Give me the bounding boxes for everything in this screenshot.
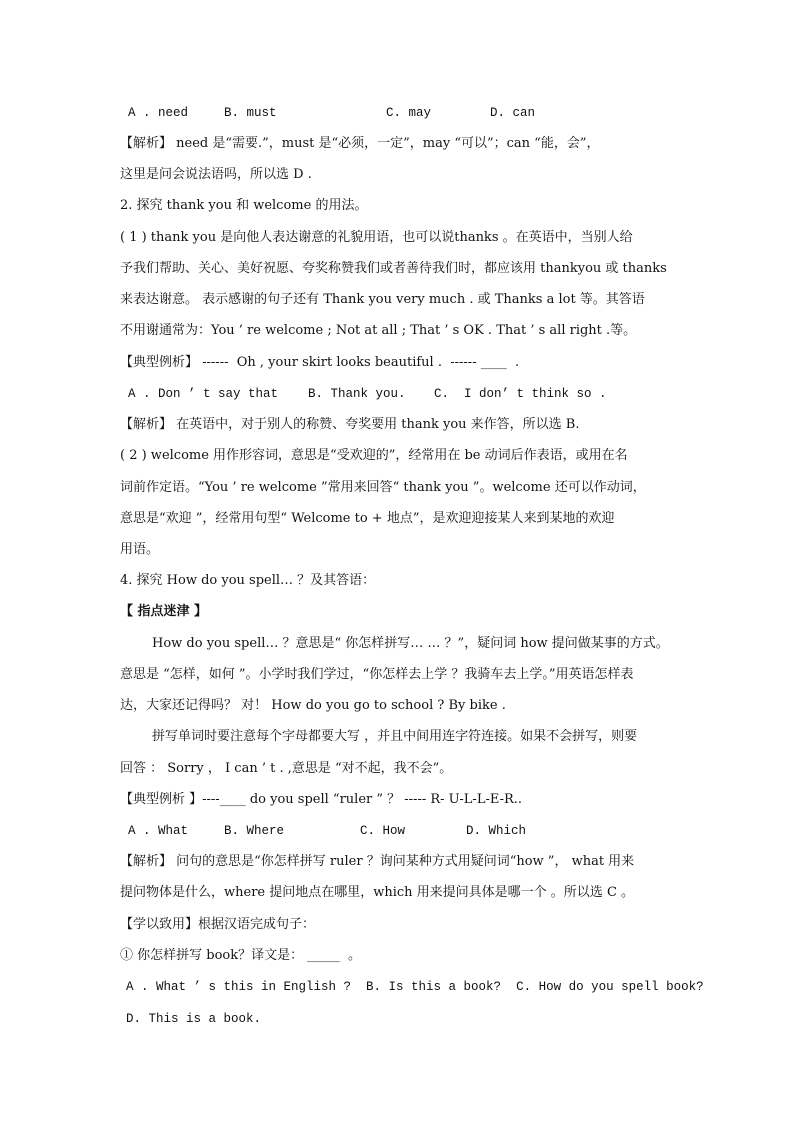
paragraph-welcome-4: 用语。: [120, 542, 160, 557]
q2-option-a: A . Don ’ t say that: [128, 387, 279, 401]
q2-option-b: B. Thank you.: [308, 387, 406, 401]
paragraph-spell-2: 意思是 “怎样，如何 ”。小学时我们学过，“你怎样去上学 ？我骑车去上学。”用英语怎样表: [120, 667, 634, 682]
q3-option-b: B. Where: [224, 824, 285, 838]
paragraph-welcome-2: 词前作定语。“You ’ re welcome ”常用来回答“ thank you ”。welcome 还可以作动词，: [120, 480, 646, 495]
paragraph-thank-you-3: 来表达谢意。 表示感谢的句子还有 Thank you very much . 或 Thanks a lot 等。其答语: [120, 292, 645, 307]
practice-q1-stem: ① 你怎样拼写 book？译文是： _____ 。: [120, 948, 362, 963]
example-q3-stem: 【典型例析 】----____ do you spell “ruler ” ？ ----- R- U-L-L-E-R..: [120, 792, 523, 807]
paragraph-spell-1: How do you spell… ？意思是“ 你怎样拼写… … ？”，疑问词 how 提问做某事的方式。: [152, 636, 669, 651]
paragraph-thank-you-2: 予我们帮助、关心、美好祝愿、夸奖称赞我们或者善待我们时，都应该用 thankyou 或 thanks: [120, 261, 667, 276]
tips-heading: 【 指点迷津 】: [120, 604, 208, 619]
analysis-q1-line1: 【解析】 need 是“需要.”，must 是“必须，一定”，may “可以”；can “能，会”，: [120, 136, 600, 151]
paragraph-thank-you-1: ( 1 ) thank you 是向他人表达谢意的礼貌用语，也可以说thanks 。在英语中，当别人给: [120, 230, 633, 245]
practice-heading: 【学以致用】根据汉语完成句子：: [120, 917, 316, 932]
analysis-q1-line2: 这里是问会说法语吗，所以选 D .: [120, 167, 312, 182]
q1-option-c: C. may: [386, 106, 432, 120]
paragraph-spell-5: 回答 ： Sorry ， I can ’ t . ,意思是 “对不起，我不会”。: [120, 761, 453, 776]
q3-option-c: C. How: [360, 824, 406, 838]
paragraph-welcome-1: ( 2 ) welcome 用作形容词，意思是“受欢迎的”，经常用在 be 动词后作表语，或用在名: [120, 448, 628, 463]
paragraph-thank-you-4: 不用谢通常为：You ’ re welcome ; Not at all ; That ’ s OK . That ’ s all right .等。: [120, 323, 637, 338]
analysis-q2: 【解析】 在英语中，对于别人的称赞、夸奖要用 thank you 来作答，所以选 B.: [120, 417, 580, 432]
analysis-q3-line2: 提问物体是什么，where 提问地点在哪里，which 用来提问具体是哪一个 。所以选 C 。: [120, 885, 635, 900]
section-2-heading: 2. 探究 thank you 和 welcome 的用法。: [120, 198, 368, 213]
q1-option-d: D. can: [490, 106, 536, 120]
q2-option-c: C. I don’ t think so .: [434, 387, 607, 401]
q3-option-d: D. Which: [466, 824, 527, 838]
q1-option-a: A . need: [128, 106, 189, 120]
paragraph-welcome-3: 意思是“欢迎 ”，经常用句型“ Welcome to + 地点”，是欢迎迎接某人来到某地的欢迎: [120, 511, 615, 526]
practice-q1-option-d: D. This is a book.: [126, 1012, 262, 1026]
practice-q1-options: A . What ’ s this in English ? B. Is this a book? C. How do you spell book?: [126, 980, 704, 994]
paragraph-spell-4: 拼写单词时要注意每个字母都要大写 ，并且中间用连字符连接。如果不会拼写，则要: [152, 729, 638, 744]
section-4-heading: 4. 探究 How do you spell… ？及其答语：: [120, 573, 376, 588]
example-q2-stem: 【典型例析】 ------ Oh , your skirt looks beautiful . ------ ____ .: [120, 355, 520, 370]
analysis-q3-line1: 【解析】 问句的意思是“你怎样拼写 ruler ？询问某种方式用疑问词“how ”， what 用来: [120, 854, 635, 869]
q3-option-a: A . What: [128, 824, 189, 838]
q1-option-b: B. must: [224, 106, 277, 120]
paragraph-spell-3: 达，大家还记得吗？ 对！ How do you go to school ? By bike .: [120, 698, 506, 713]
